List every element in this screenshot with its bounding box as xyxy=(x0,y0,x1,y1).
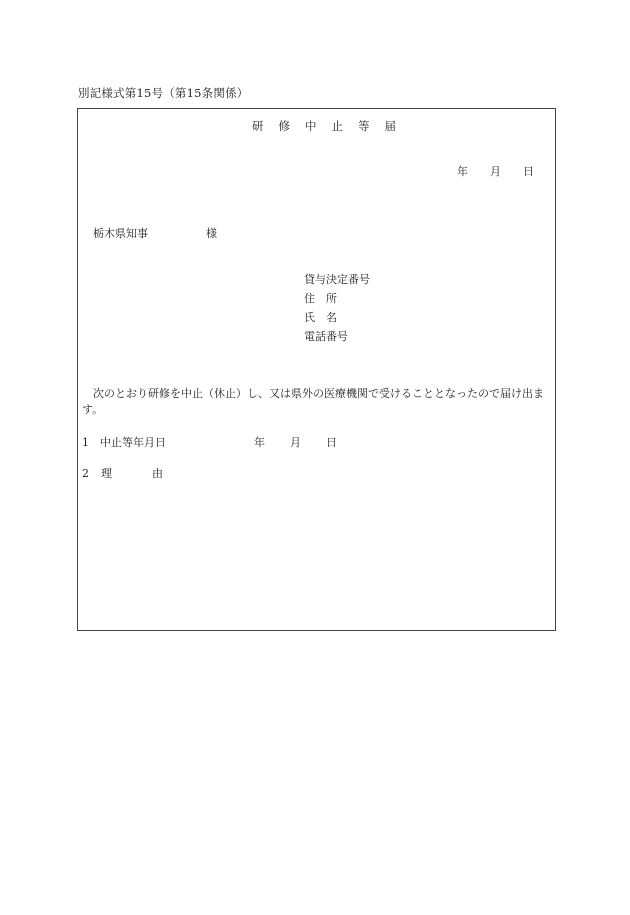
item1-day-label: 日 xyxy=(326,436,337,449)
date-year-label: 年 xyxy=(457,165,468,178)
title-char: 研 xyxy=(252,119,264,133)
name-label: 氏 名 xyxy=(304,311,337,324)
item2-label-char: 理 xyxy=(101,467,112,480)
item2-number: 2 xyxy=(82,467,89,480)
form-frame xyxy=(77,108,556,631)
title-char: 届 xyxy=(384,119,396,133)
submission-date xyxy=(457,163,534,179)
addressee-honorific: 様 xyxy=(206,227,217,240)
title-char: 等 xyxy=(358,119,370,133)
item-reason xyxy=(82,465,163,481)
form-reference-number: 別記様式第15号（第15条関係） xyxy=(78,86,249,100)
item1-month-label: 月 xyxy=(290,436,301,449)
phone-label: 電話番号 xyxy=(304,330,348,343)
form-title xyxy=(252,118,411,134)
address-label: 住 所 xyxy=(304,292,337,305)
item-suspension-date xyxy=(82,434,337,450)
date-month-label: 月 xyxy=(490,165,501,178)
loan-number-label: 貸与決定番号 xyxy=(304,273,370,286)
notice-body-text: 次のとおり研修を中止（休止）し、又は県外の医療機関で受けることとなったので届け出ます。 xyxy=(82,387,544,416)
title-char: 中 xyxy=(305,119,317,133)
title-char: 止 xyxy=(331,119,343,133)
applicant-block xyxy=(304,270,370,346)
item1-year-label: 年 xyxy=(254,436,265,449)
title-char: 修 xyxy=(278,119,290,133)
item2-label-char: 由 xyxy=(152,467,163,480)
item1-label: 1 中止等年月日 xyxy=(82,436,166,449)
addressee-name: 栃木県知事 xyxy=(93,227,148,240)
date-day-label: 日 xyxy=(523,165,534,178)
addressee xyxy=(93,225,217,241)
